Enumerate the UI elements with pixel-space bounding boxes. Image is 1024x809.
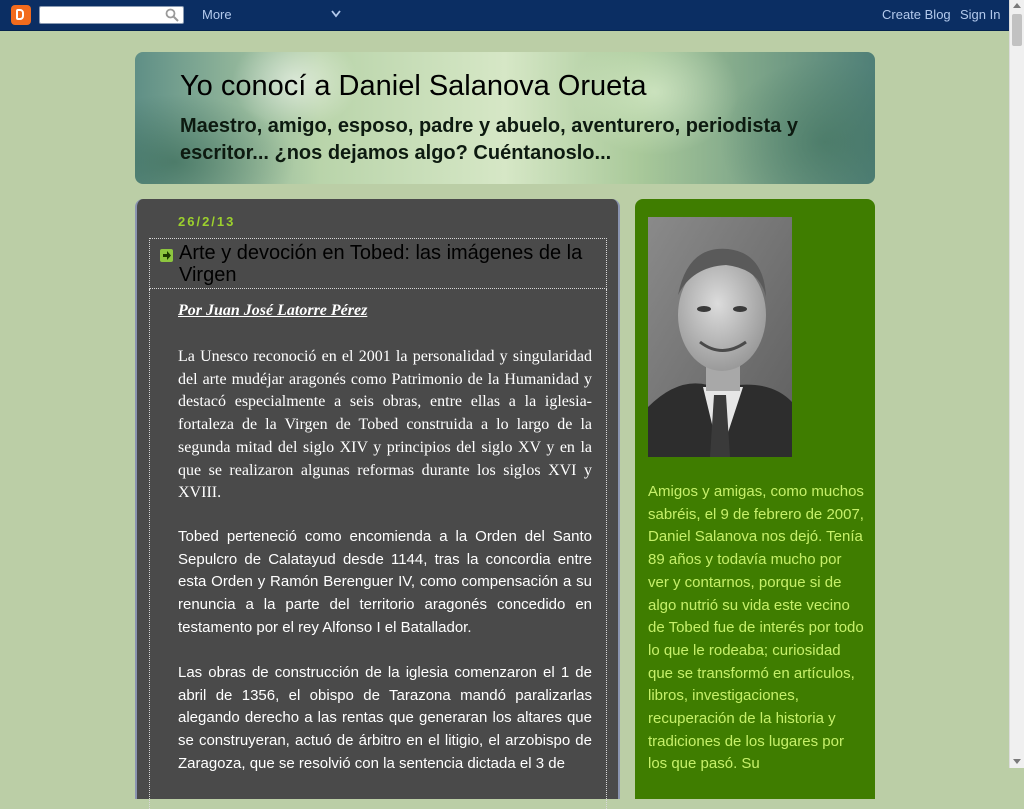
page-scrollbar[interactable] — [1009, 0, 1024, 768]
blog-description: Maestro, amigo, esposo, padre y abuelo, aventurero, periodista y escritor... ¿nos dejamos algo? Cuéntanoslo... — [180, 115, 798, 164]
chevron-down-icon[interactable] — [330, 9, 342, 19]
navbar-search-input[interactable] — [39, 6, 184, 24]
search-icon[interactable] — [165, 8, 179, 22]
scrollbar-thumb[interactable] — [1012, 14, 1022, 46]
post-paragraph: Las obras de construcción de la iglesia comenzaron el 1 de abril de 1356, el obispo de Tarazona mandó paralizarlas alegando derecho a las rentas que generaran los altares que se construyeran, actuó de árbitro en el litigio, el arzobispo de Zaragoza, que se resolvió con la sentencia dictada el 3 de — [178, 664, 592, 772]
post-date: 26/2/13 — [178, 214, 236, 229]
post-author-byline: Por Juan José Latorre Pérez — [178, 302, 368, 319]
post-paragraph: La Unesco reconoció en el 2001 la personalidad y singularidad del arte mudéjar aragonés como Patrimonio de la Humanidad y destacó especialmente a seis obras, entre ellas a la iglesia-fortaleza de la Virgen de Tobed construida a lo largo de la segunda mitad del siglo XIV y principios del siglo XV y en la que se realizaron algunas reformas durante los siglos XVI y XVIII. — [178, 348, 592, 502]
author-photo — [648, 217, 792, 457]
post-paragraph: Tobed perteneció como encomienda a la Orden del Santo Sepulcro de Calatayud desde 1144, tras la concordia entre esta Orden y Ramón Berenguer IV, como compensación a su renuncia a la parte del territorio aragonés concedido en testamento por el rey Alfonso I el Batallador. — [178, 528, 592, 636]
sign-in-link[interactable]: Sign In — [960, 7, 1001, 22]
more-menu-button[interactable]: More — [202, 7, 232, 22]
blog-header — [135, 52, 875, 184]
blog-title[interactable]: Yo conocí a Daniel Salanova Orueta — [180, 70, 647, 102]
blogger-navbar — [0, 0, 1009, 31]
post-title[interactable]: Arte y devoción en Tobed: las imágenes de la Virgen — [179, 242, 583, 286]
scroll-up-arrow[interactable] — [1013, 3, 1021, 8]
sidebar — [635, 199, 875, 799]
post-column — [135, 199, 620, 799]
blogger-logo-icon[interactable] — [11, 5, 31, 25]
create-blog-link[interactable]: Create Blog — [882, 7, 951, 22]
post-title-box — [149, 238, 607, 289]
scroll-down-arrow[interactable] — [1013, 759, 1021, 764]
arrow-right-icon — [160, 249, 173, 262]
sidebar-intro-text: Amigos y amigas, como muchos sabréis, el 9 de febrero de 2007, Daniel Salanova nos dejó. Tenía 89 años y todavía mucho por ver y contarnos, porque si de algo nutrió su vida este vecino de Tobed fue de interés por todo lo que le rodeaba; curiosidad que se transformó en artículos, libros, investigaciones, recuperación de la historia y tradiciones de los lugares por los que pasó. Su — [648, 483, 864, 773]
